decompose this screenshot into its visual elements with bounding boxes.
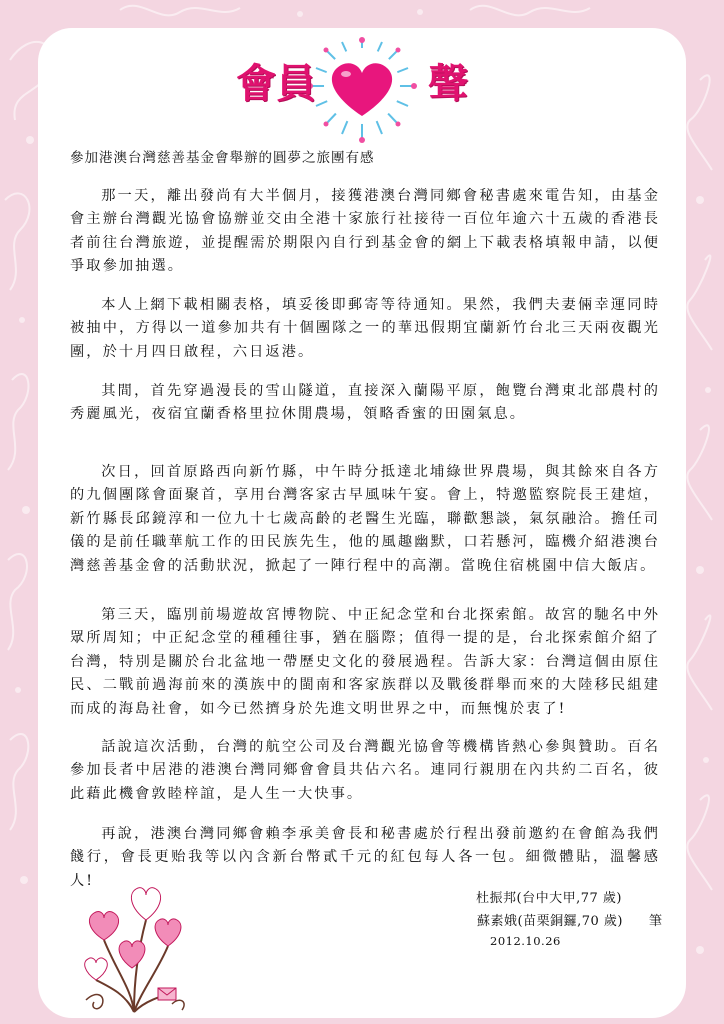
paragraph-4: 次日，回首原路西向新竹縣，中午時分抵達北埔綠世界農場，與其餘來自各方的九個團隊會面聚首，享用台灣客家古早風味午宴。會上，特邀監察院長王建煊，新竹縣長邱鏡淳和一位九十七歲高齡的老醫生光臨，聯歡懇談，氣氛融洽。擔任司儀的是前任職華航工作的田民族先生，他的風趣幽默，口若懸河，臨機介紹港澳台灣慈善基金會的活動狀況，掀起了一陣行程中的高潮。當晚住宿桃園中信大飯店。 xyxy=(70,464,660,574)
paragraph-6: 話說這次活動，台灣的航空公司及台灣觀光協會等機構皆熱心參與贊助。百名參加長者中居港的港澳台灣同鄉會會員共佔六名。連同行親朋在內共約二百名，彼此藉此機會敦睦梓誼，是人生一大快事。 xyxy=(70,739,660,802)
paragraph-7: 再說，港澳台灣同鄉會賴李承美會長和秘書處於行程出發前邀約在會館為我們餞行，會長更贻我等以內含新台幣貳千元的紅包每人各一包。細微體貼，溫馨感人! xyxy=(70,826,660,889)
paragraph-1: 那一天，離出發尚有大半個月，接獲港澳台灣同鄉會秘書處來電告知，由基金會主辦台灣觀光協會協辦並交由全港十家旅行社接待一百位年逾六十五歲的香港長者前往台灣旅遊，並提醒需於期限內自行到基金會的網上下載表格填報申請，以便爭取參加抽選。 xyxy=(70,188,660,275)
signature-pen-mark: 筆 xyxy=(649,914,663,929)
title-char-2: 員 xyxy=(276,60,316,107)
signature-author-2: 蘇素娥(苗栗銅鑼,70 歲) xyxy=(477,914,623,929)
paragraph-3: 其間，首先穿過漫長的雪山隧道，直接深入蘭陽平原，飽覽台灣東北部農村的秀麗風光，夜宿宜蘭香格里拉休閒農場，領略香蜜的田園氣息。 xyxy=(70,383,660,423)
signature-author-1: 杜振邦(台中大甲,77 歲) xyxy=(476,891,622,906)
title-char-1: 會 xyxy=(236,60,276,107)
signature-date: 2012.10.26 xyxy=(490,934,561,948)
article-subtitle: 參加港澳台灣慈善基金會舉辦的圓夢之旅團有感 xyxy=(70,150,375,166)
heart-flower-bouquet-icon xyxy=(76,880,192,1014)
title-char-3: 聲 xyxy=(428,60,468,107)
paragraph-5: 第三天，臨別前場遊故宮博物院、中正紀念堂和台北探索館。故宮的馳名中外眾所周知；中正紀念堂的種種往事，猶在腦際；值得一提的是，台北探索館介紹了台灣，特別是關於台北盆地一帶歷史文化的發展過程。告訴大家：台灣這個由原住民、二戰前過海前來的漢族中的閩南和客家族群以及戰後群舉而來的大陸移民組建而成的海島社會，如今已然擠身於先進文明世界之中，而無愧於衷了! xyxy=(70,607,660,717)
paragraph-2: 本人上網下載相關表格，填妥後即郵寄等待通知。果然，我們夫妻倆幸運同時被抽中，方得以一道參加共有十個團隊之一的華迅假期宜蘭新竹台北三天兩夜觀光團，於十月四日啟程，六日返港。 xyxy=(70,297,660,360)
